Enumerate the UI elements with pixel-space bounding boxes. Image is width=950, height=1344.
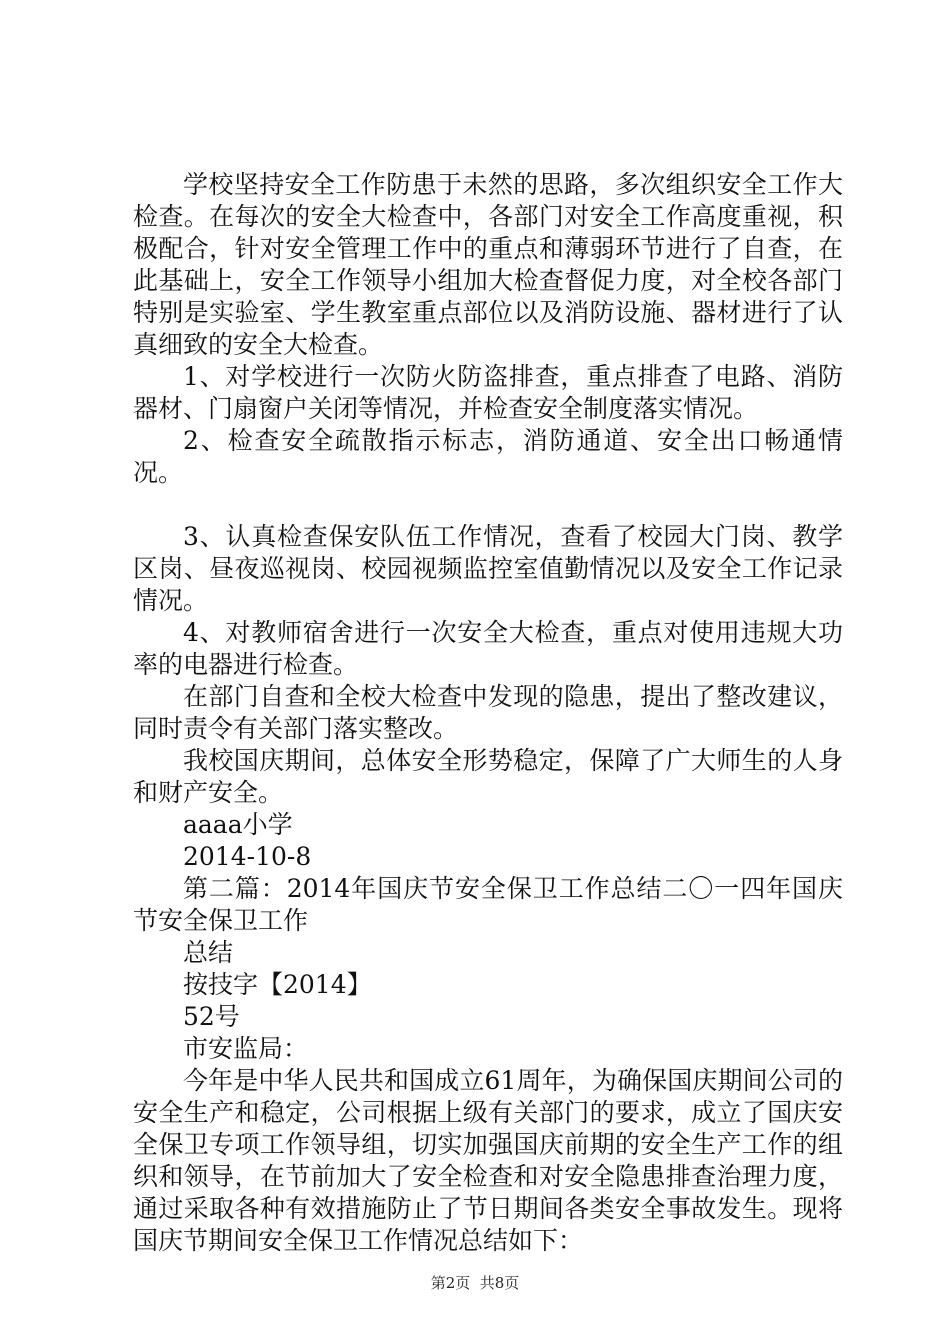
section-heading: 第二篇：2014年国庆节安全保卫工作总结二〇一四年国庆节安全保卫工作: [133, 874, 843, 935]
addressee: 市安监局：: [183, 1034, 309, 1063]
paragraph-item-4: 4、对教师宿舍进行一次安全大检查，重点对使用违规大功率的电器进行检查。: [133, 618, 843, 679]
page-footer: [0, 1272, 950, 1293]
section-heading-suffix: 总结: [183, 938, 234, 967]
document-body: [133, 169, 843, 1257]
document-number-suffix: 52号: [183, 1002, 240, 1031]
document-number: 按技字【2014】: [183, 970, 372, 999]
page-number-label: 第2页 共8页: [430, 1274, 520, 1292]
paragraph-intro: 学校坚持安全工作防患于未然的思路，多次组织安全工作大检查。在每次的安全大检查中，各部门对安全工作高度重视，积极配合，针对安全管理工作中的重点和薄弱环节进行了自查，在此基础上，安全工作领导小组加大检查督促力度，对全校各部门特别是实验室、学生教室重点部位以及消防设施、器材进行了认真细致的安全大检查。: [133, 170, 843, 359]
blank-line: [133, 489, 843, 521]
signature-date: 2014-10-8: [183, 842, 312, 871]
paragraph-item-1: 1、对学校进行一次防火防盗排查，重点排查了电路、消防器材、门扇窗户关闭等情况，并检查安全制度落实情况。: [133, 362, 843, 423]
paragraph-conclusion: 我校国庆期间，总体安全形势稳定，保障了广大师生的人身和财产安全。: [133, 746, 843, 807]
paragraph-rectification: 在部门自查和全校大检查中发现的隐患，提出了整改建议，同时责令有关部门落实整改。: [133, 682, 843, 743]
paragraph-summary-intro: 今年是中华人民共和国成立61周年，为确保国庆期间公司的安全生产和稳定，公司根据上级有关部门的要求，成立了国庆安全保卫专项工作领导组，切实加强国庆前期的安全生产工作的组织和领导，在节前加大了安全检查和对安全隐患排查治理力度，通过采取各种有效措施防止了节日期间各类安全事故发生。现将国庆节期间安全保卫工作情况总结如下：: [133, 1066, 843, 1255]
paragraph-item-3: 3、认真检查保安队伍工作情况，查看了校园大门岗、教学区岗、昼夜巡视岗、校园视频监控室值勤情况以及安全工作记录情况。: [133, 522, 843, 615]
paragraph-item-2: 2、检查安全疏散指示标志，消防通道、安全出口畅通情况。: [133, 426, 843, 487]
signature-school: aaaa小学: [183, 810, 293, 839]
